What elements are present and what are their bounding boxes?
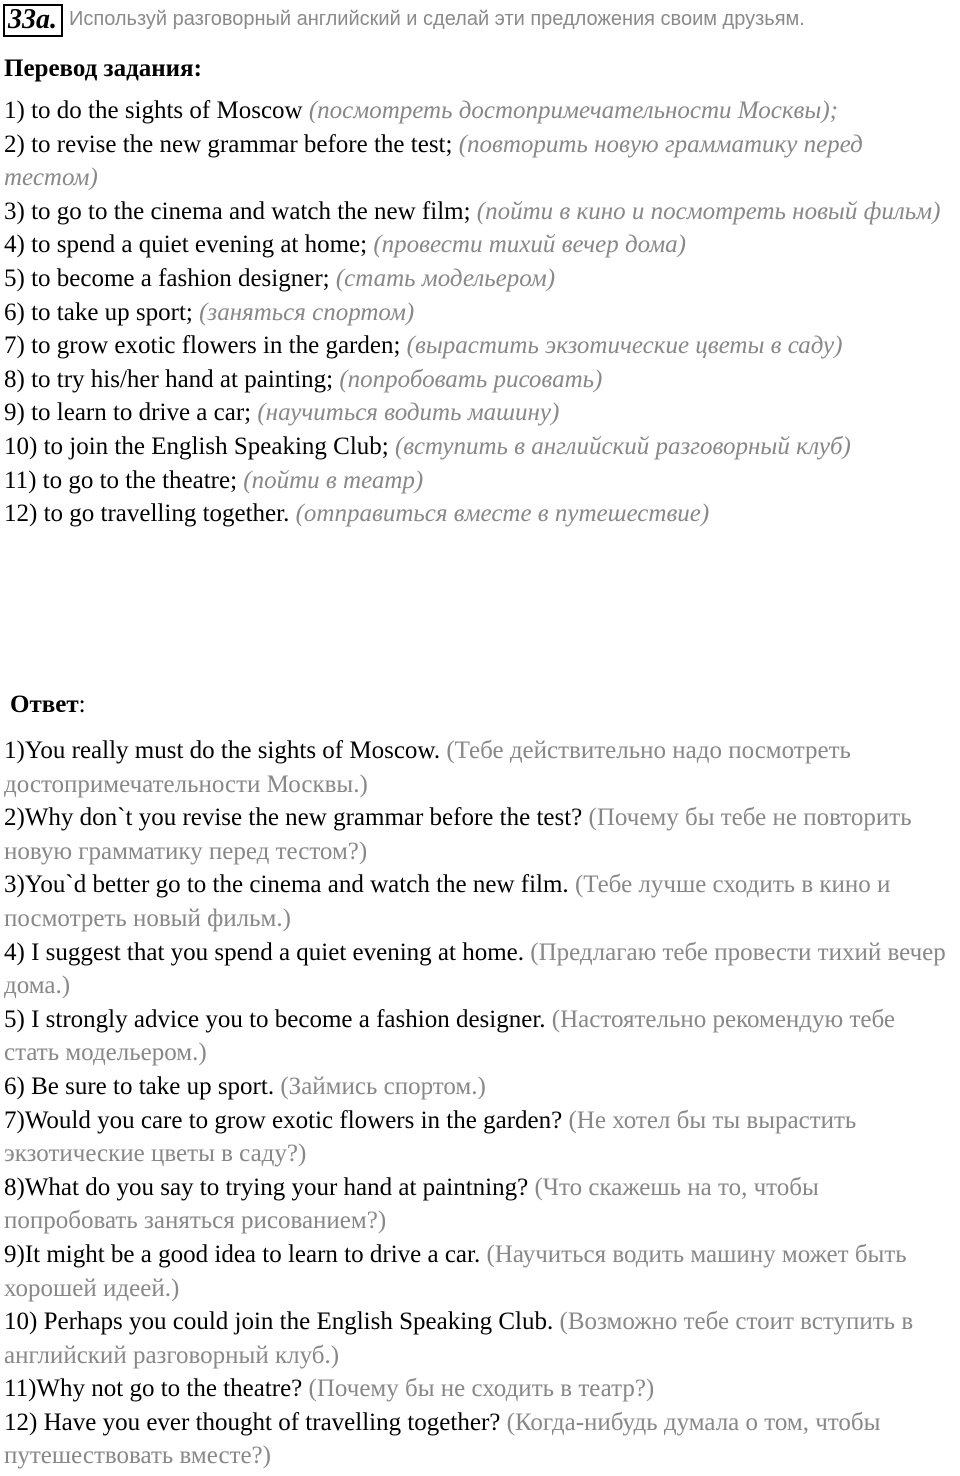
list-item: 4) I suggest that you spend a quiet evening at home. (Предлагаю тебе провести тихий вечер дома.)	[4, 938, 946, 1000]
list-item: 4) to spend a quiet evening at home; (провести тихий вечер дома)	[4, 231, 686, 259]
list-item: 3)You`d better go to the cinema and watch the new film. (Тебе лучше сходить в кино и посмотреть новый фильм.)	[4, 871, 891, 932]
list-item: 1)You really must do the sights of Moscow. (Тебе действительно надо посмотреть достопримечательности Москвы.)	[4, 737, 851, 798]
list-item: 8)What do you say to trying your hand at paintning? (Что скажешь на то, чтобы попробовать заняться рисованием?)	[4, 1173, 819, 1235]
list-item: 7)Would you care to grow exotic flowers in the garden? (Не хотел бы ты вырастить экзотические цветы в саду?)	[4, 1106, 857, 1168]
list-item: 10) to join the English Speaking Club; (вступить в английский разговорный клуб)	[4, 432, 851, 460]
translation-list	[4, 94, 956, 531]
list-item: 1) to do the sights of Moscow (посмотреть достопримечательности Москвы);	[4, 97, 838, 124]
task-number-badge: 33a.	[3, 4, 63, 37]
list-item: 11) to go to the theatre; (пойти в театр)	[4, 466, 424, 494]
list-item: 9)It might be a good idea to learn to drive a car. (Научиться водить машину может быть хорошей идеей.)	[4, 1240, 907, 1302]
list-item: 12) Have you ever thought of travelling together? (Когда-нибудь думала о том, чтобы путешествовать вместе?)	[4, 1408, 881, 1470]
translation-heading: Перевод задания:	[4, 55, 202, 82]
list-item: 5) I strongly advice you to become a fashion designer. (Настоятельно рекомендую тебе стать модельером.)	[4, 1005, 895, 1067]
task-header	[3, 4, 953, 37]
translation-section	[4, 54, 956, 84]
answer-list	[4, 734, 956, 1473]
list-item: 5) to become a fashion designer; (стать модельером)	[4, 264, 556, 292]
list-item: 6) to take up sport; (заняться спортом)	[4, 298, 415, 326]
list-item: 6) Be sure to take up sport. (Займись спортом.)	[4, 1072, 486, 1100]
list-item: 2) to revise the new grammar before the test; (повторить новую грамматику перед тестом)	[4, 130, 863, 192]
task-instruction: Используй разговорный английский и сделай эти предложения своим друзьям.	[69, 8, 805, 30]
list-item: 11)Why not go to the theatre? (Почему бы не сходить в театр?)	[4, 1375, 655, 1403]
list-item: 12) to go travelling together. (отправиться вместе в путешествие)	[4, 500, 710, 528]
list-item: 9) to learn to drive a car; (научиться водить машину)	[4, 399, 560, 427]
list-item: 2)Why don`t you revise the new grammar before the test? (Почему бы тебе не повторить новую грамматику перед тестом?)	[4, 804, 912, 865]
list-item: 3) to go to the cinema and watch the new film; (пойти в кино и посмотреть новый фильм)	[4, 197, 941, 225]
list-item: 10) Perhaps you could join the English Speaking Club. (Возможно тебе стоит вступить в английский разговорный клуб.)	[4, 1308, 914, 1369]
answer-heading: Ответ:	[10, 691, 86, 718]
list-item: 7) to grow exotic flowers in the garden; (вырастить экзотические цветы в саду)	[4, 332, 843, 360]
list-item: 8) to try his/her hand at painting; (попробовать рисовать)	[4, 365, 603, 393]
